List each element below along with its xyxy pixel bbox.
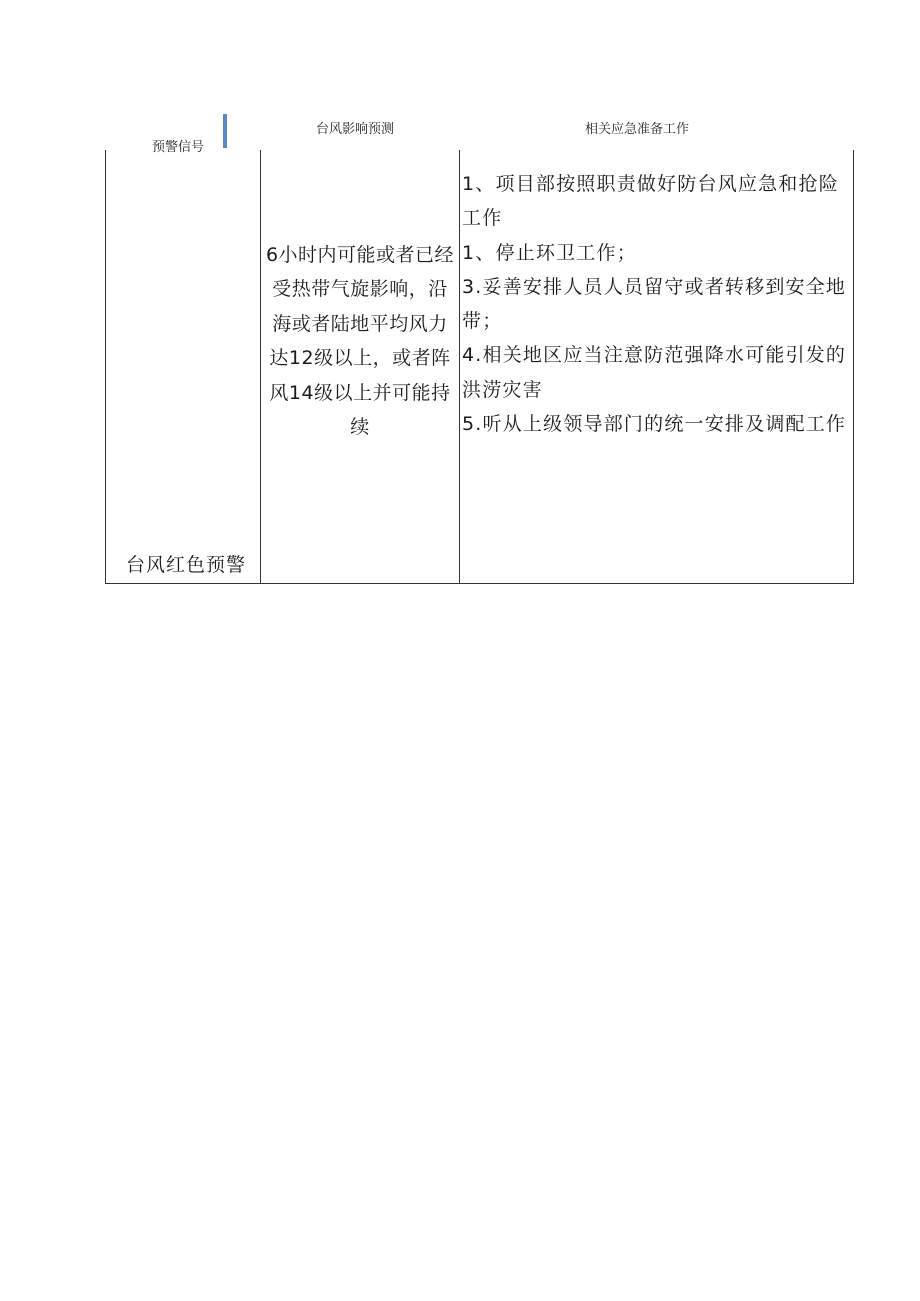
preparation-item: 5.听从上级领导部门的统一安排及调配工作 <box>462 413 847 436</box>
table-row <box>105 150 854 584</box>
column-divider <box>260 150 261 583</box>
cell-warning-signal: 台风红色预警 <box>126 554 247 576</box>
cell-typhoon-impact: 6小时内可能或者已经受热带气旋影响，沿海或者陆地平均风力达12级以上，或者阵风14级以上并可能持续 <box>265 244 455 439</box>
header-typhoon-impact: 台风影响预测 <box>316 122 395 137</box>
header-emergency-preparation: 相关应急准备工作 <box>585 122 690 137</box>
header-accent-bar <box>223 114 227 148</box>
column-divider <box>459 150 460 583</box>
preparation-item: 1、停止环卫工作； <box>462 241 637 264</box>
preparation-item: 3.妥善安排人员人员留守或者转移到安全地带； <box>462 275 847 333</box>
cell-emergency-preparation <box>462 167 854 441</box>
preparation-item: 1、项目部按照职责做好防台风应急和抢险工作 <box>462 173 839 230</box>
header-warning-signal: 预警信号 <box>152 140 205 155</box>
preparation-item: 4.相关地区应当注意防范强降水可能引发的洪涝灾害 <box>462 344 847 401</box>
